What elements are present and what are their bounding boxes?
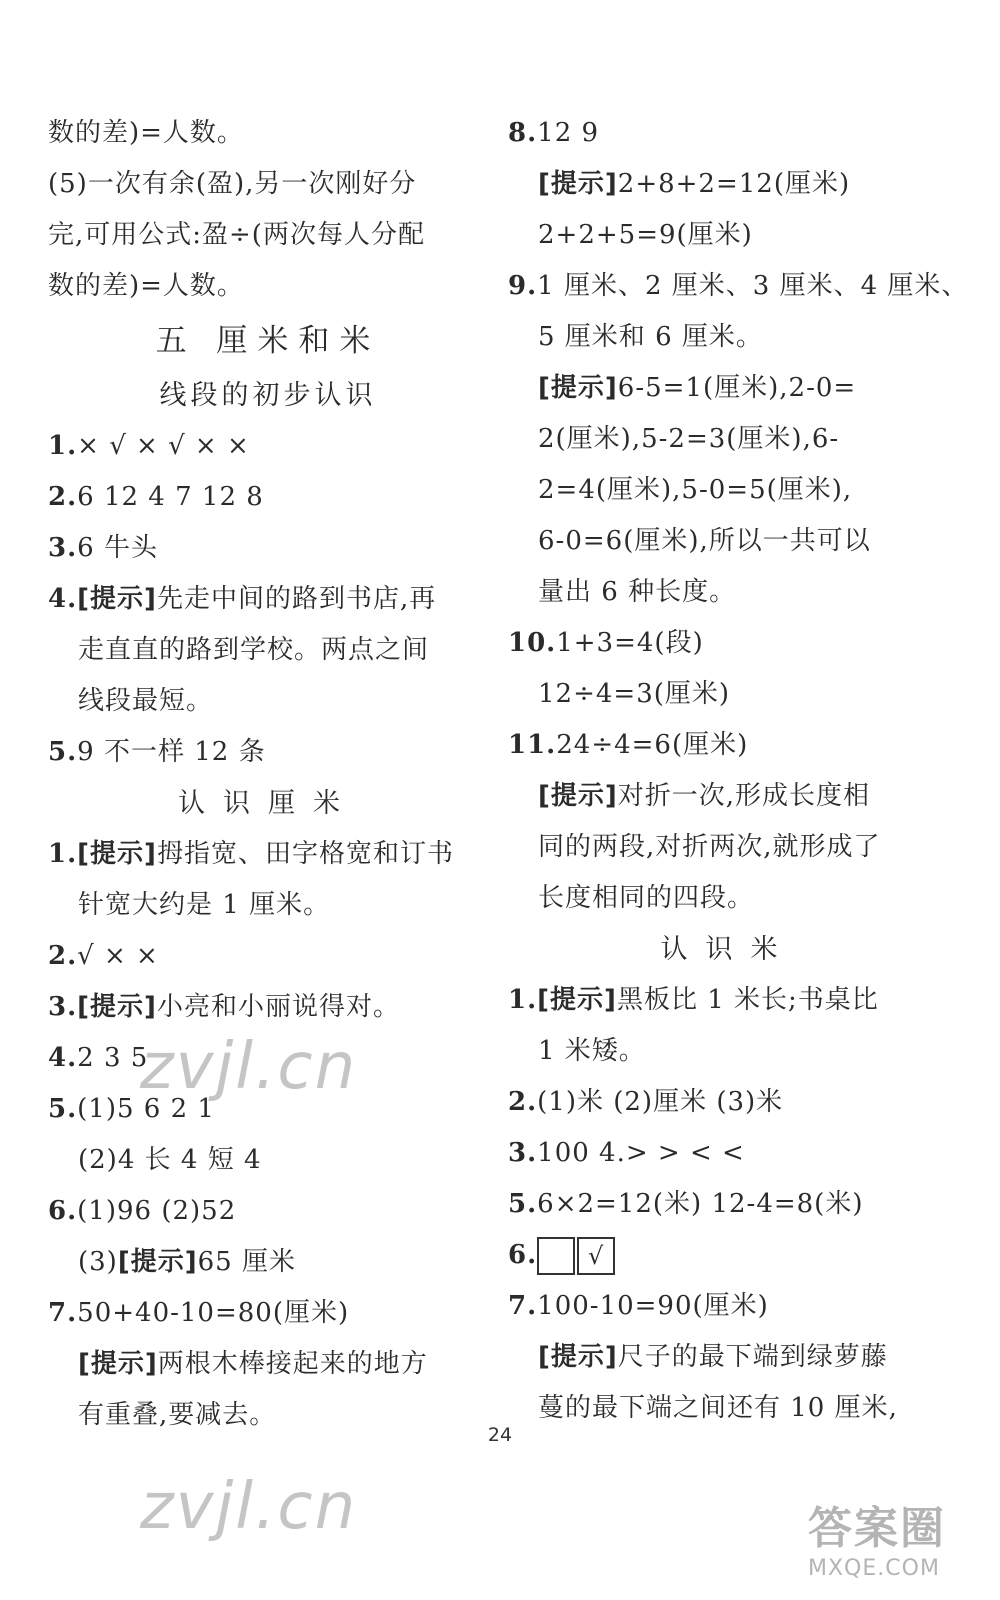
answer-line — [508, 567, 948, 618]
answer-line — [48, 727, 488, 778]
answer-line — [48, 210, 488, 261]
answer-text: 数的差)=人数。 — [48, 271, 244, 301]
answer-text: 走直直的路到学校。两点之间 — [78, 635, 430, 665]
answer-text: 100 4.> > < < — [537, 1138, 745, 1168]
hint-label: [提示] — [77, 839, 157, 869]
answer-line — [508, 465, 948, 516]
answer-text: 2+2+5=9(厘米) — [538, 220, 753, 250]
answer-line — [508, 414, 948, 465]
answer-line — [508, 516, 948, 567]
answer-line — [48, 1288, 488, 1339]
answer-text: 2=4(厘米),5-0=5(厘米), — [538, 475, 853, 505]
question-number: 7. — [508, 1291, 538, 1321]
answer-line — [508, 108, 948, 159]
answer-line — [508, 1128, 948, 1179]
section-heading: 五 厘米和米 — [155, 323, 381, 359]
answer-text: 1 米矮。 — [538, 1036, 646, 1066]
answer-text: 先走中间的路到书店,再 — [156, 584, 437, 614]
hint-label: [提示] — [78, 1349, 158, 1379]
watermark: zvjl.cn — [140, 1470, 358, 1544]
answer-text: (1)96 (2)52 — [77, 1196, 237, 1226]
answer-text: 100-10=90(厘米) — [537, 1291, 769, 1321]
question-number: 9. — [508, 271, 538, 301]
hint-label: [提示] — [538, 169, 618, 199]
question-number: 5. — [48, 1094, 78, 1124]
answer-line — [48, 1339, 488, 1390]
answer-line — [508, 1026, 948, 1077]
answer-text: 6-5=1(厘米),2-0= — [617, 373, 857, 403]
answer-text: 两根木棒接起来的地方 — [157, 1349, 428, 1379]
answer-text: 1+3=4(段) — [556, 628, 704, 658]
answer-line — [508, 1077, 948, 1128]
answer-text: (5)一次有余(盈),另一次刚好分 — [48, 169, 417, 199]
question-number: 3. — [48, 533, 78, 563]
answer-line — [48, 931, 488, 982]
section-heading: 线段的初步认识 — [159, 380, 377, 411]
answer-text: 65 厘米 — [197, 1247, 296, 1277]
section-heading: 认识米 — [660, 934, 796, 965]
answer-text: 2(厘米),5-2=3(厘米),6- — [538, 424, 840, 454]
answer-line — [508, 1179, 948, 1230]
sub-label: (3) — [78, 1247, 118, 1277]
answer-line — [48, 625, 488, 676]
answer-text: 9 不一样 12 条 — [77, 737, 266, 767]
answer-text: 量出 6 种长度。 — [538, 577, 737, 607]
question-number: 11. — [508, 730, 557, 760]
question-number: 3. — [48, 992, 78, 1022]
answer-text: 6×2=12(米) 12-4=8(米) — [537, 1189, 864, 1219]
answer-line — [48, 159, 488, 210]
hint-label: [提示] — [117, 1247, 198, 1277]
question-number: 5. — [508, 1189, 538, 1219]
answer-text: (1)米 (2)厘米 (3)米 — [537, 1087, 784, 1117]
question-number: 7. — [48, 1298, 78, 1328]
answer-line — [508, 822, 948, 873]
hint-label: [提示] — [537, 985, 617, 1015]
answer-text: 6 牛头 — [77, 533, 158, 563]
answer-line — [48, 1135, 488, 1186]
question-number: 3. — [508, 1138, 538, 1168]
answer-text: 有重叠,要减去。 — [78, 1400, 277, 1430]
answer-line — [508, 159, 948, 210]
answer-text: 尺子的最下端到绿萝藤 — [617, 1342, 888, 1372]
answer-text: 12 9 — [537, 118, 600, 148]
question-number: 6. — [48, 1196, 78, 1226]
answer-line — [508, 312, 948, 363]
answer-text: 完,可用公式:盈÷(两次每人分配 — [48, 220, 425, 250]
answer-text: 2+8+2=12(厘米) — [617, 169, 851, 199]
answer-line — [508, 1281, 948, 1332]
question-number: 4. — [48, 584, 78, 614]
answer-text: 5 厘米和 6 厘米。 — [538, 322, 763, 352]
logo-title: 答案圈 — [808, 1503, 946, 1554]
answer-text: 黑板比 1 米长;书桌比 — [616, 985, 879, 1015]
question-number: 1. — [508, 985, 538, 1015]
answer-text: 12÷4=3(厘米) — [538, 679, 731, 709]
left-column — [48, 108, 488, 1441]
answer-text: 蔓的最下端之间还有 10 厘米, — [538, 1393, 898, 1423]
site-logo — [808, 1492, 978, 1582]
answer-box — [537, 1237, 575, 1275]
answer-line — [48, 1237, 488, 1288]
answer-text: 小亮和小丽说得对。 — [156, 992, 400, 1022]
question-number: 1. — [48, 839, 78, 869]
answer-line — [508, 210, 948, 261]
answer-text: 长度相同的四段。 — [538, 883, 755, 913]
answer-line — [508, 261, 969, 312]
answer-line — [508, 771, 948, 822]
answer-box: √ — [577, 1237, 615, 1275]
answer-line — [508, 873, 948, 924]
answer-line — [48, 982, 488, 1033]
answer-text: 1 厘米、2 厘米、3 厘米、4 厘米、 — [537, 271, 969, 301]
answer-text: 对折一次,形成长度相 — [617, 781, 871, 811]
question-number: 6. — [508, 1240, 538, 1270]
answer-line — [48, 472, 488, 523]
answer-line — [508, 363, 948, 414]
answer-line — [508, 720, 948, 771]
answer-line — [508, 618, 948, 669]
right-column — [508, 108, 969, 1434]
question-number: 1. — [48, 431, 78, 461]
hint-label: [提示] — [77, 584, 157, 614]
answer-line — [48, 880, 488, 931]
answer-text: (1)5 6 2 1 — [77, 1094, 215, 1124]
answer-text: 同的两段,对折两次,就形成了 — [538, 832, 881, 862]
answer-line — [48, 574, 488, 625]
logo-url: MXQE.COM — [808, 1556, 940, 1581]
watermark: zvjl.cn — [140, 1030, 358, 1104]
question-number: 2. — [48, 482, 78, 512]
answer-text: 拇指宽、田字格宽和订书 — [156, 839, 454, 869]
answer-line — [48, 261, 488, 312]
answer-text: 50+40-10=80(厘米) — [77, 1298, 350, 1328]
answer-text: 数的差)=人数。 — [48, 118, 244, 148]
question-number: 2. — [48, 941, 78, 971]
hint-label: [提示] — [538, 781, 618, 811]
section-heading: 认识厘米 — [178, 788, 358, 819]
answer-line — [48, 1186, 488, 1237]
answer-line — [508, 1332, 948, 1383]
answer-line — [508, 669, 948, 720]
answer-text: 6 12 4 7 12 8 — [77, 482, 264, 512]
answer-text: 针宽大约是 1 厘米。 — [78, 890, 331, 920]
answer-text: 线段最短。 — [78, 686, 214, 716]
hint-label: [提示] — [77, 992, 157, 1022]
answer-text: 6-0=6(厘米),所以一共可以 — [538, 526, 871, 556]
question-number: 8. — [508, 118, 538, 148]
answer-text: √ × × — [77, 941, 159, 971]
answer-text: × √ × √ × × — [77, 431, 250, 461]
question-number: 10. — [508, 628, 557, 658]
hint-label: [提示] — [538, 1342, 618, 1372]
answer-text: (2)4 长 4 短 4 — [78, 1145, 262, 1175]
answer-line — [508, 975, 948, 1026]
answer-line — [48, 421, 488, 472]
question-number: 4. — [48, 1043, 78, 1073]
answer-text: 24÷4=6(厘米) — [556, 730, 749, 760]
answer-line — [48, 676, 488, 727]
question-number: 5. — [48, 737, 78, 767]
question-number: 2. — [508, 1087, 538, 1117]
answer-text: 2 3 5 — [77, 1043, 149, 1073]
answer-line — [508, 1230, 948, 1281]
answer-line — [48, 829, 488, 880]
hint-label: [提示] — [538, 373, 618, 403]
answer-line — [48, 523, 488, 574]
page-number: 24 — [487, 1424, 513, 1446]
answer-line — [48, 108, 488, 159]
